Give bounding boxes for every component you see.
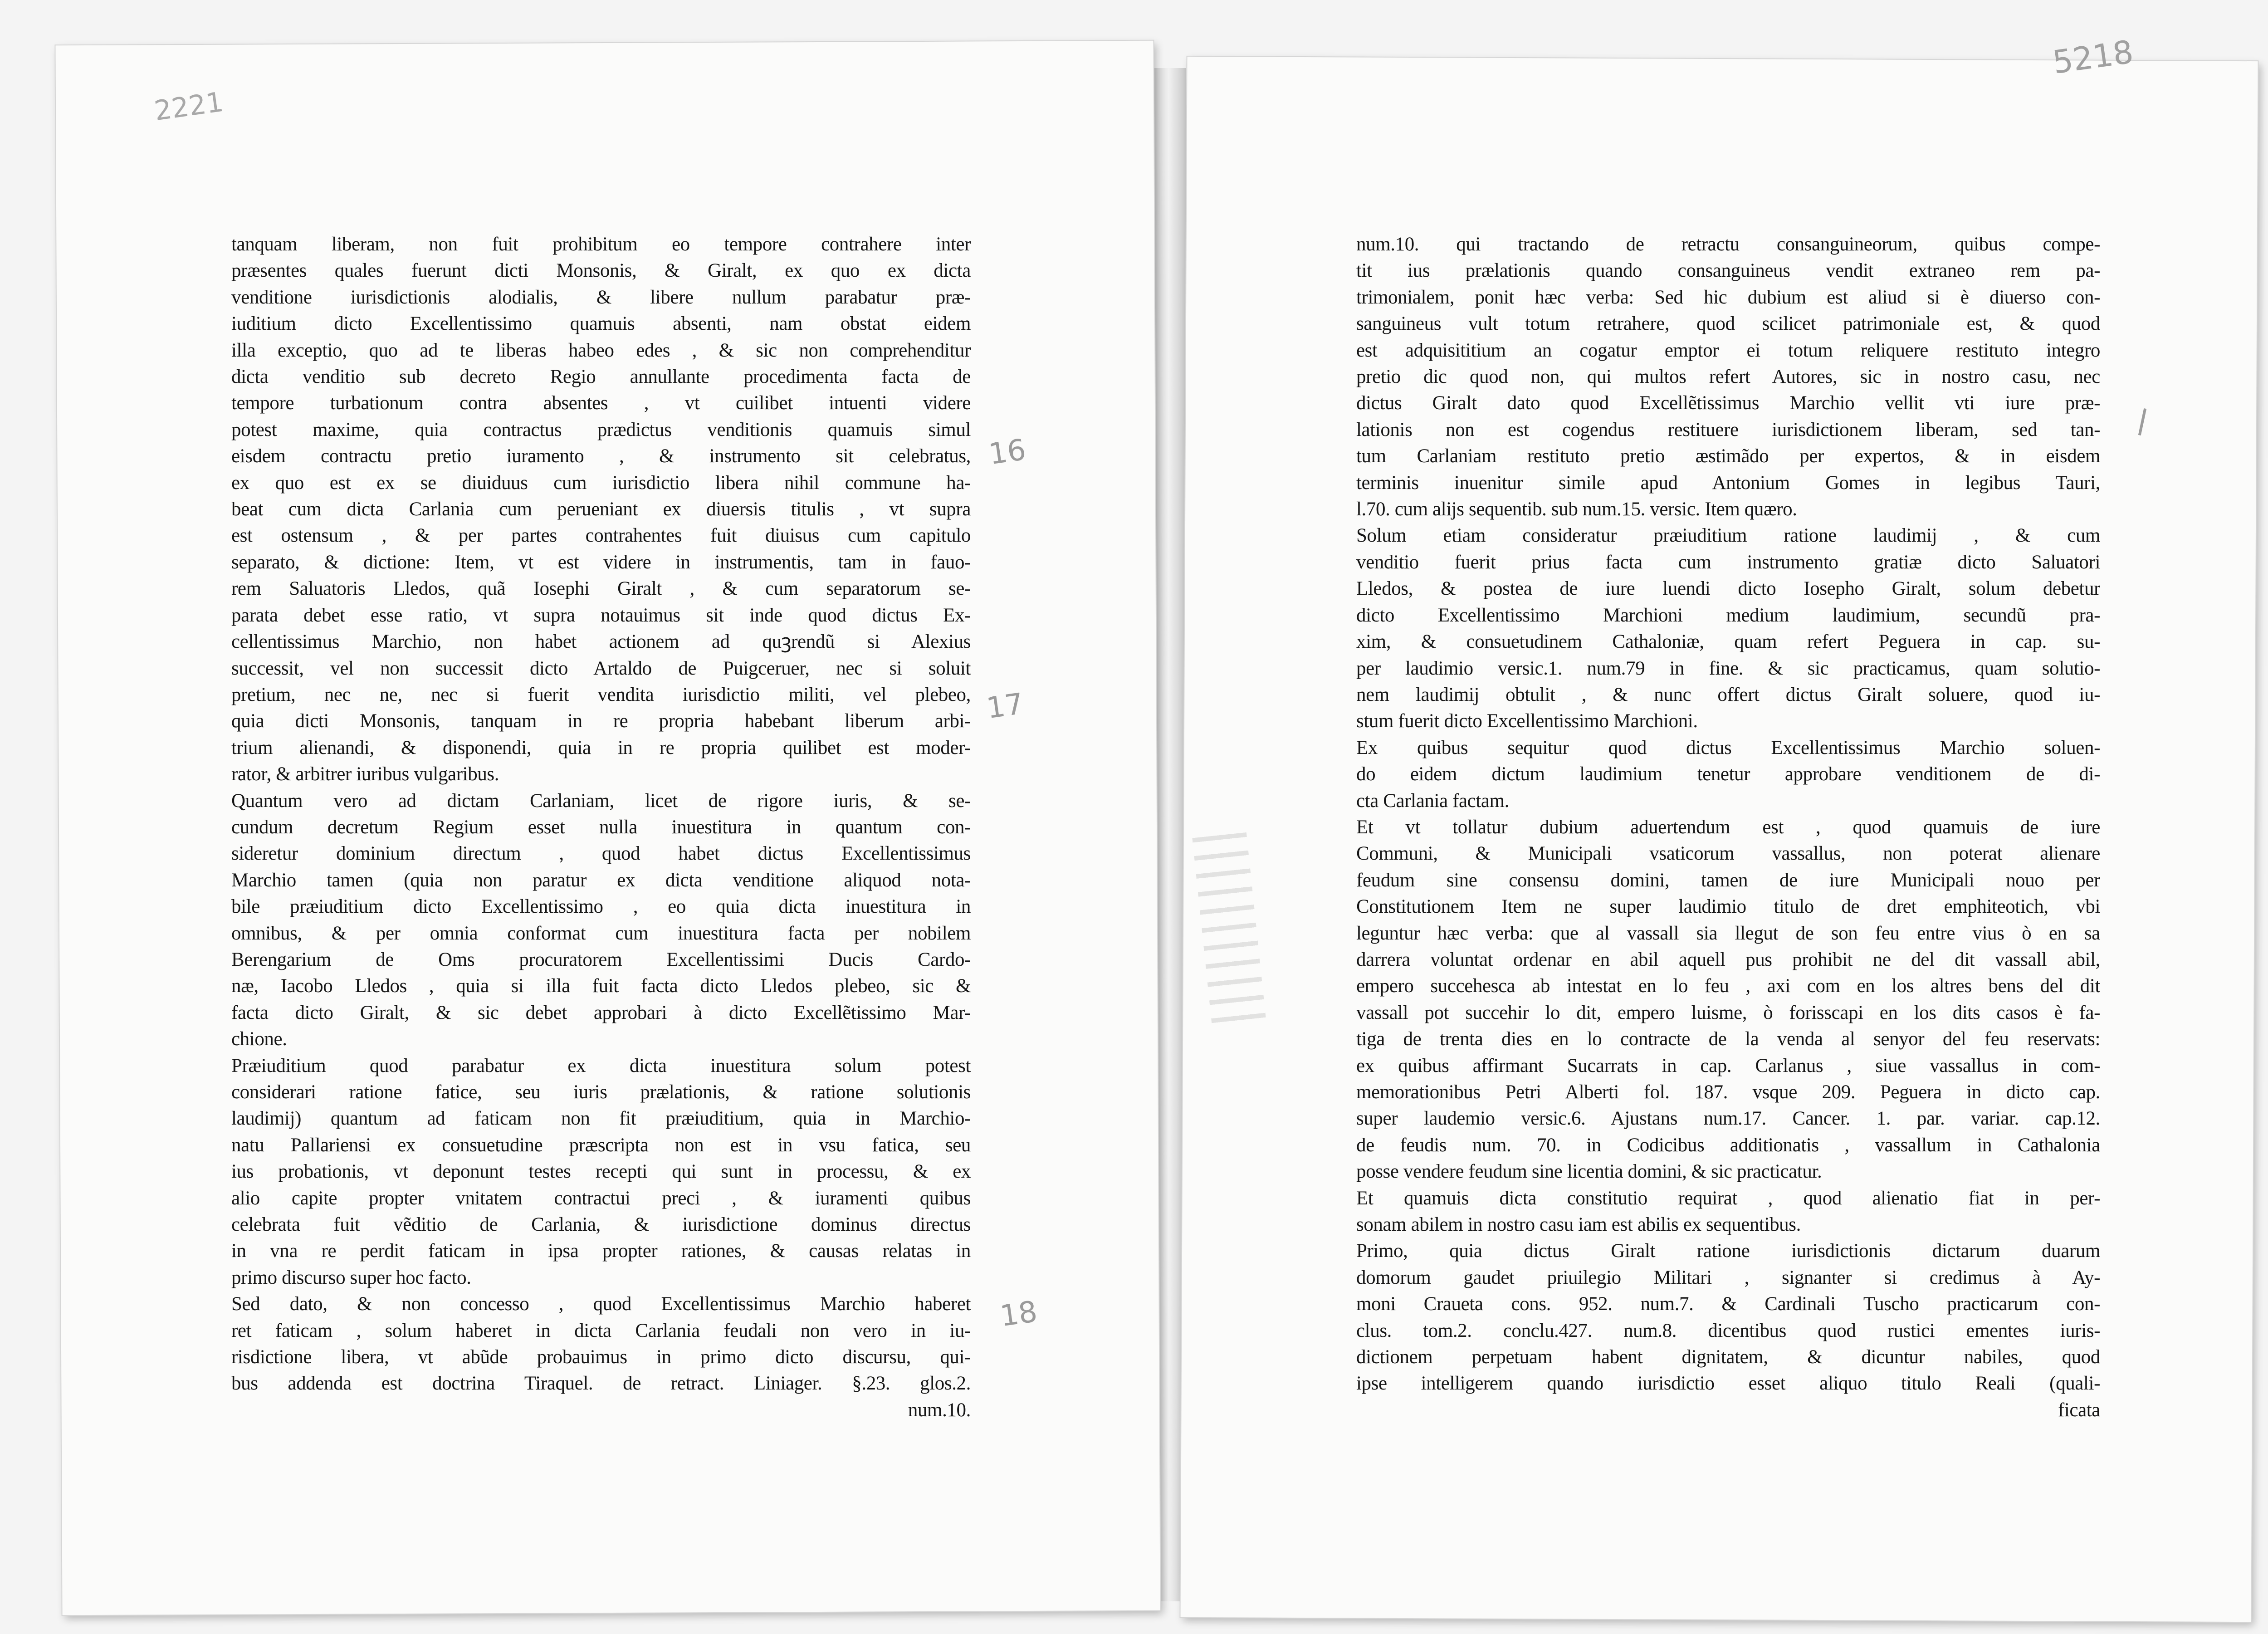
text-line: iuditium dicto Excellentissimo quamuis absenti, nam obstat eidem (231, 313, 971, 335)
text-line: terminis inuenitur simile apud Antonium Gomes in legibus Tauri, (1356, 472, 2100, 494)
text-line: Et quamuis dicta constitutio requirat , quod alienatio fiat in per- (1356, 1187, 2100, 1209)
text-line: Sed dato, & non concesso , quod Excellentissimus Marchio haberet (231, 1293, 971, 1315)
text-line: super laudemio versic.6. Ajustans num.17. Cancer. 1. par. variar. cap.12. (1356, 1108, 2100, 1130)
text-line: posse vendere feudum sine licentia domini, & sic practicatur. (1356, 1161, 1822, 1183)
text-line: eisdem contractu pretio iuramento , & instrumento sit celebratus, (231, 445, 971, 467)
text-line: est adquisititium an cogatur emptor ei totum reliquere restituto integro (1356, 339, 2100, 361)
text-line: cundum decretum Regium esset nulla inuestitura in quantum con- (231, 816, 971, 838)
text-line: quia dicti Monsonis, tanquam in re propria habebant liberum arbi- (231, 710, 971, 732)
text-line: Constitutionem Item ne super laudimio titulo de dret emphiteotich, vbi (1356, 896, 2100, 918)
text-line: darrera voluntat ordenar en abil aquell pus prohibit ne del dit vassall abil, (1356, 949, 2100, 970)
text-line: tiga de trenta dies en lo contracte de la venda al senyor del feu reservats: (1356, 1028, 2100, 1050)
text-line: domorum gaudet priuilegio Militari , signanter si credimus à Ay- (1356, 1267, 2100, 1288)
text-line: feudum sine consensu domini, tamen de iure Municipali nouo per (1356, 869, 2100, 891)
text-line: do eidem dictum laudimium tenetur approbare venditionem de di- (1356, 763, 2100, 785)
text-line: potest maxime, quia contractus prædictus venditionis quamuis simul (231, 419, 971, 440)
text-line: Quantum vero ad dictam Carlaniam, licet de rigore iuris, & se- (231, 790, 971, 812)
text-line: laudimij) quantum ad faticam non fit præiuditium, quia in Marchio- (231, 1108, 971, 1130)
text-line: parata debet esse ratio, vt supra notauimus sit inde quod dictus Ex- (231, 604, 971, 626)
text-line: num.10. qui tractando de retractu consanguineorum, quibus compe- (1356, 234, 2100, 255)
text-line: cta Carlania factam. (1356, 790, 1509, 812)
text-line: beat cum dicta Carlania cum perueniant ex diuersis titulis , vt supra (231, 499, 971, 520)
text-line: Communi, & Municipali vsaticorum vassallus, non poterat alienare (1356, 843, 2100, 865)
margin-note-17: 17 (984, 687, 1026, 726)
text-line: Primo, quia dictus Giralt ratione iurisdictionis dictarum duarum (1356, 1240, 2100, 1262)
text-line: successit, vel non successit dicto Artaldo de Puigceruer, nec si soluit (231, 657, 971, 679)
text-line: dictionem perpetuam habent dignitatem, & dicuntur nabiles, quod (1356, 1346, 2100, 1368)
text-line: nem laudimij obtulit , & nunc offert dictus Giralt soluere, quod iu- (1356, 684, 2100, 705)
text-line: leguntur hæc verba: que al vassall sia llegut de son feu entre vius ò en sa (1356, 922, 2100, 944)
right-page-text (1356, 231, 2100, 1424)
text-line: venditione iurisdictionis alodialis, & libere nullum parabatur præ- (231, 286, 971, 308)
text-line: trium alienandi, & disponendi, quia in re propria quilibet est moder- (231, 737, 971, 758)
text-line: tempore turbationum contra absentes , vt cuilibet intuenti videre (231, 392, 971, 414)
text-line: lationis non est cogendus restituere iurisdictionem liberam, sed tan- (1356, 419, 2100, 440)
text-line: sonam abilem in nostro casu iam est abilis ex sequentibus. (1356, 1214, 1801, 1236)
text-line: separato, & dictione: Item, vt est videre in instrumentis, tam in fauo- (231, 551, 971, 573)
text-line: dicto Excellentissimo Marchioni medium laudimium, secundũ pra- (1356, 604, 2100, 626)
text-line: ex quo est ex se diuiduus cum iurisdictio libera nihil commune ha- (231, 472, 971, 494)
text-line: clus. tom.2. conclu.427. num.8. dicentibus quod rustici ementes iuris- (1356, 1320, 2100, 1341)
text-line: empero succehesca ab intestat en lo feu , axi com en los altres bens del dit (1356, 975, 2100, 997)
text-line: Et vt tollatur dubium aduertendum est , quod quamuis de iure (1356, 816, 2100, 838)
text-line: ipse intelligerem quando iurisdictio esset aliquo titulo Reali (quali- (1356, 1373, 2100, 1394)
text-line: per laudimio versic.1. num.79 in fine. & sic practicamus, quam solutio- (1356, 657, 2100, 679)
text-line: tit ius prælationis quando consanguineus vendit extraneo rem pa- (1356, 260, 2100, 282)
text-line: dictus Giralt dato quod Excellẽtissimus Marchio vellit vti iure præ- (1356, 392, 2100, 414)
text-line: præsentes quales fuerunt dicti Monsonis, & Giralt, ex quo ex dicta (231, 260, 971, 282)
text-line: rator, & arbitrer iuribus vulgaribus. (231, 763, 499, 785)
text-line: venditio fuerit prius facta cum instrumento gratiæ dicto Saluatori (1356, 551, 2100, 573)
text-line: Berengarium de Oms procuratorem Excellentissimi Ducis Cardo- (231, 949, 971, 970)
text-line: sideretur dominium directum , quod habet dictus Excellentissimus (231, 843, 971, 865)
text-line: rem Saluatoris Lledos, quã Iosephi Giralt , & cum separatorum se- (231, 578, 971, 600)
text-line: pretium, nec ne, nec si fuerit vendita iurisdictio militi, vel plebeo, (231, 684, 971, 705)
text-line: risdictione libera, vt abũde probauimus in primo dicto discursu, qui- (231, 1346, 971, 1368)
text-line: de feudis num. 70. in Codicibus additionatis , vassallum in Cathalonia (1356, 1134, 2100, 1156)
text-line: ex quibus affirmant Sucarrats in cap. Carlanus , siue vassallus in com- (1356, 1055, 2100, 1076)
text-line: ret faticam , solum haberet in dicta Carlania feudali non vero in iu- (231, 1320, 971, 1341)
corner-pencil-number-right: 5218 (2050, 33, 2136, 81)
corner-pencil-number-left: 2221 (152, 86, 225, 127)
text-line: Ex quibus sequitur quod dictus Excellentissimus Marchio soluen- (1356, 737, 2100, 758)
text-line: in vna re perdit faticam in ipsa propter rationes, & causas relatas in (231, 1240, 971, 1262)
text-line: cellentissimus Marchio, non habet actionem ad quꝫrendũ si Alexius (231, 631, 971, 653)
text-line: chione. (231, 1028, 287, 1050)
text-line: alio capite propter vnitatem contractui preci , & iuramenti quibus (231, 1187, 971, 1209)
text-line: stum fuerit dicto Excellentissimo Marchioni. (1356, 710, 1698, 732)
text-line: illa exceptio, quo ad te liberas habeo edes , & sic non comprehenditur (231, 339, 971, 361)
text-line: bus addenda est doctrina Tiraquel. de retract. Liniager. §.23. glos.2. (231, 1373, 971, 1394)
text-line: næ, Iacobo Lledos , quia si illa fuit facta dicto Lledos plebeo, sic & (231, 975, 971, 997)
text-line: celebrata fuit vẽditio de Carlania, & iurisdictione dominus directus (231, 1214, 971, 1236)
text-line: l.70. cum alijs sequentib. sub num.15. versic. Item quæro. (1356, 499, 1797, 520)
text-line: memorationibus Petri Alberti fol. 187. vsque 209. Peguera in dicto cap. (1356, 1081, 2100, 1103)
text-line: Marchio tamen (quia non paratur ex dicta venditione aliquod nota- (231, 869, 971, 891)
text-line: omnibus, & per omnia conformat cum inuestitura facta per nobilem (231, 922, 971, 944)
text-line: trimonialem, ponit hæc verba: Sed hic dubium est aliud si è diuerso con- (1356, 286, 2100, 308)
text-line: tanquam liberam, non fuit prohibitum eo tempore contrahere inter (231, 234, 971, 255)
margin-note-16: 16 (987, 433, 1028, 472)
text-line: Præiuditium quod parabatur ex dicta inuestitura solum potest (231, 1055, 971, 1076)
text-line: ius probationis, vt deponunt testes recepti qui sunt in processu, & ex (231, 1161, 971, 1183)
left-page-text (231, 231, 971, 1424)
text-line: primo discurso super hoc facto. (231, 1267, 471, 1288)
text-line: est ostensum , & per partes contrahentes fuit diuisus cum capitulo (231, 525, 971, 547)
text-line: Lledos, & postea de iure luendi dicto Iosepho Giralt, solum debetur (1356, 578, 2100, 600)
text-line: xim, & consuetudinem Cathaloniæ, quam refert Peguera in cap. su- (1356, 631, 2100, 653)
text-line: tum Carlaniam restituto pretio æstimãdo per expertos, & in eisdem (1356, 445, 2100, 467)
text-line: bile præiuditium dicto Excellentissimo , eo quia dicta inuestitura in (231, 896, 971, 918)
text-line: natu Pallariensi ex consuetudine præscripta non est in vsu fatica, seu (231, 1134, 971, 1156)
text-line: facta dicto Giralt, & sic debet approbari à dicto Excellẽtissimo Mar- (231, 1002, 971, 1023)
text-line: sanguineus vult totum retrahere, quod scilicet patrimoniale est, & quod (1356, 313, 2100, 335)
text-line: moni Craueta cons. 952. num.7. & Cardinali Tuscho practicarum con- (1356, 1293, 2100, 1315)
text-line: Solum etiam consideratur præiuditium ratione laudimij , & cum (1356, 525, 2100, 547)
text-line: dicta venditio sub decreto Regio annullante procedimenta facta de (231, 366, 971, 388)
text-line: considerari ratione fatice, seu iuris prælationis, & ratione solutionis (231, 1081, 971, 1103)
text-line: ficata (2058, 1399, 2100, 1421)
text-line: pretio dic quod non, qui multos refert Autores, sic in nostro casu, nec (1356, 366, 2100, 388)
text-line: num.10. (908, 1399, 971, 1421)
margin-note-18: 18 (998, 1295, 1040, 1334)
text-line: vassall pot succehir lo dit, empero luisme, ò forisscapi en los dits casos è fa- (1356, 1002, 2100, 1023)
